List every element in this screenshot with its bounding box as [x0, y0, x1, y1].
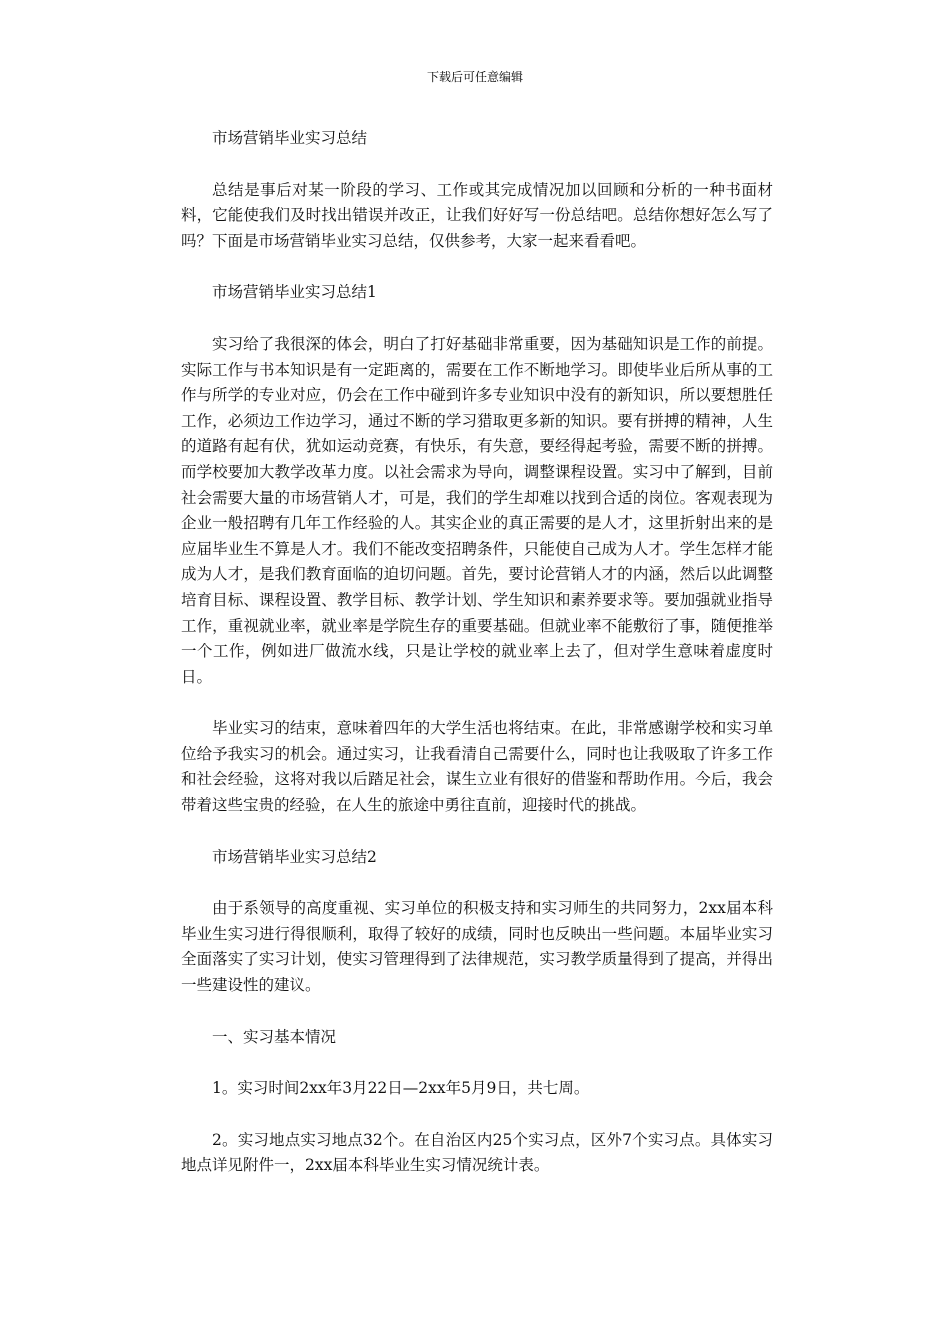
intro-paragraph: 总结是事后对某一阶段的学习、工作或其完成情况加以回顾和分析的一种书面材料，它能使我们及时找出错误并改正，让我们好好写一份总结吧。总结你想好怎么写了吗？下面是市场营销毕业实习总结，仅供参考，大家一起来看看吧。	[181, 180, 773, 250]
section2-title: 市场营销毕业实习总结2	[212, 847, 377, 866]
list-item-1: 1。实习时间2xx年3月22日—2xx年5月9日，共七周。	[212, 1079, 590, 1098]
section1-paragraph-2: 毕业实习的结束，意味着四年的大学生活也将结束。在此，非常感谢学校和实习单位给予我实习的机会。通过实习，让我看清自己需要什么，同时也让我吸取了许多工作和社会经验，这将对我以后踏足社会，谋生立业有很好的借鉴和帮助作用。今后，我会带着这些宝贵的经验，在人生的旅途中勇往直前，迎接时代的挑战。	[181, 719, 773, 815]
list-item-2: 2。实习地点实习地点32个。在自治区内25个实习点，区外7个实习点。具体实习地点详见附件一，2xx届本科毕业生实习情况统计表。	[181, 1130, 773, 1175]
header-note: 下载后可任意编辑	[426, 70, 523, 84]
section2-paragraph-1: 由于系领导的高度重视、实习单位的积极支持和实习师生的共同努力，2xx届本科毕业生实习进行得很顺利，取得了较好的成绩，同时也反映出一些问题。本届毕业实习全面落实了实习计划，使实习管理得到了法律规范，实习教学质量得到了提高，并得出一些建设性的建议。	[181, 899, 773, 995]
section1-title: 市场营销毕业实习总结1	[212, 283, 377, 302]
subheading-basic-info: 一、实习基本情况	[212, 1027, 337, 1046]
section1-paragraph-1: 实习给了我很深的体会，明白了打好基础非常重要，因为基础知识是工作的前提。实际工作与书本知识是有一定距离的，需要在工作不断地学习。即使毕业后所从事的工作与所学的专业对应，仍会在工作中碰到许多专业知识中没有的新知识，所以要想胜任工作，必须边工作边学习，通过不断的学习猎取更多新的知识。要有拼搏的精神，人生的道路有起有伏，犹如运动竞赛，有快乐，有失意，要经得起考验，需要不断的拼搏。而学校要加大教学改革力度。以社会需求为导向，调整课程设置。实习中了解到，目前社会需要大量的市场营销人才，可是，我们的学生却难以找到合适的岗位。客观表现为企业一般招聘有几年工作经验的人。其实企业的真正需要的是人才，这里折射出来的是应届毕业生不算是人才。我们不能改变招聘条件，只能使自己成为人才。学生怎样才能成为人才，是我们教育面临的迫切问题。首先，要讨论营销人才的内涵，然后以此调整培育目标、课程设置、教学目标、教学计划、学生知识和素养要求等。要加强就业指导工作，重视就业率，就业率是学院生存的重要基础。但就业率不能敷衍了事，随便推举一个工作，例如进厂做流水线，只是让学校的就业率上去了，但对学生意味着虚度时日。	[181, 334, 773, 686]
document-title: 市场营销毕业实习总结	[212, 129, 368, 147]
document-body	[181, 126, 773, 1205]
